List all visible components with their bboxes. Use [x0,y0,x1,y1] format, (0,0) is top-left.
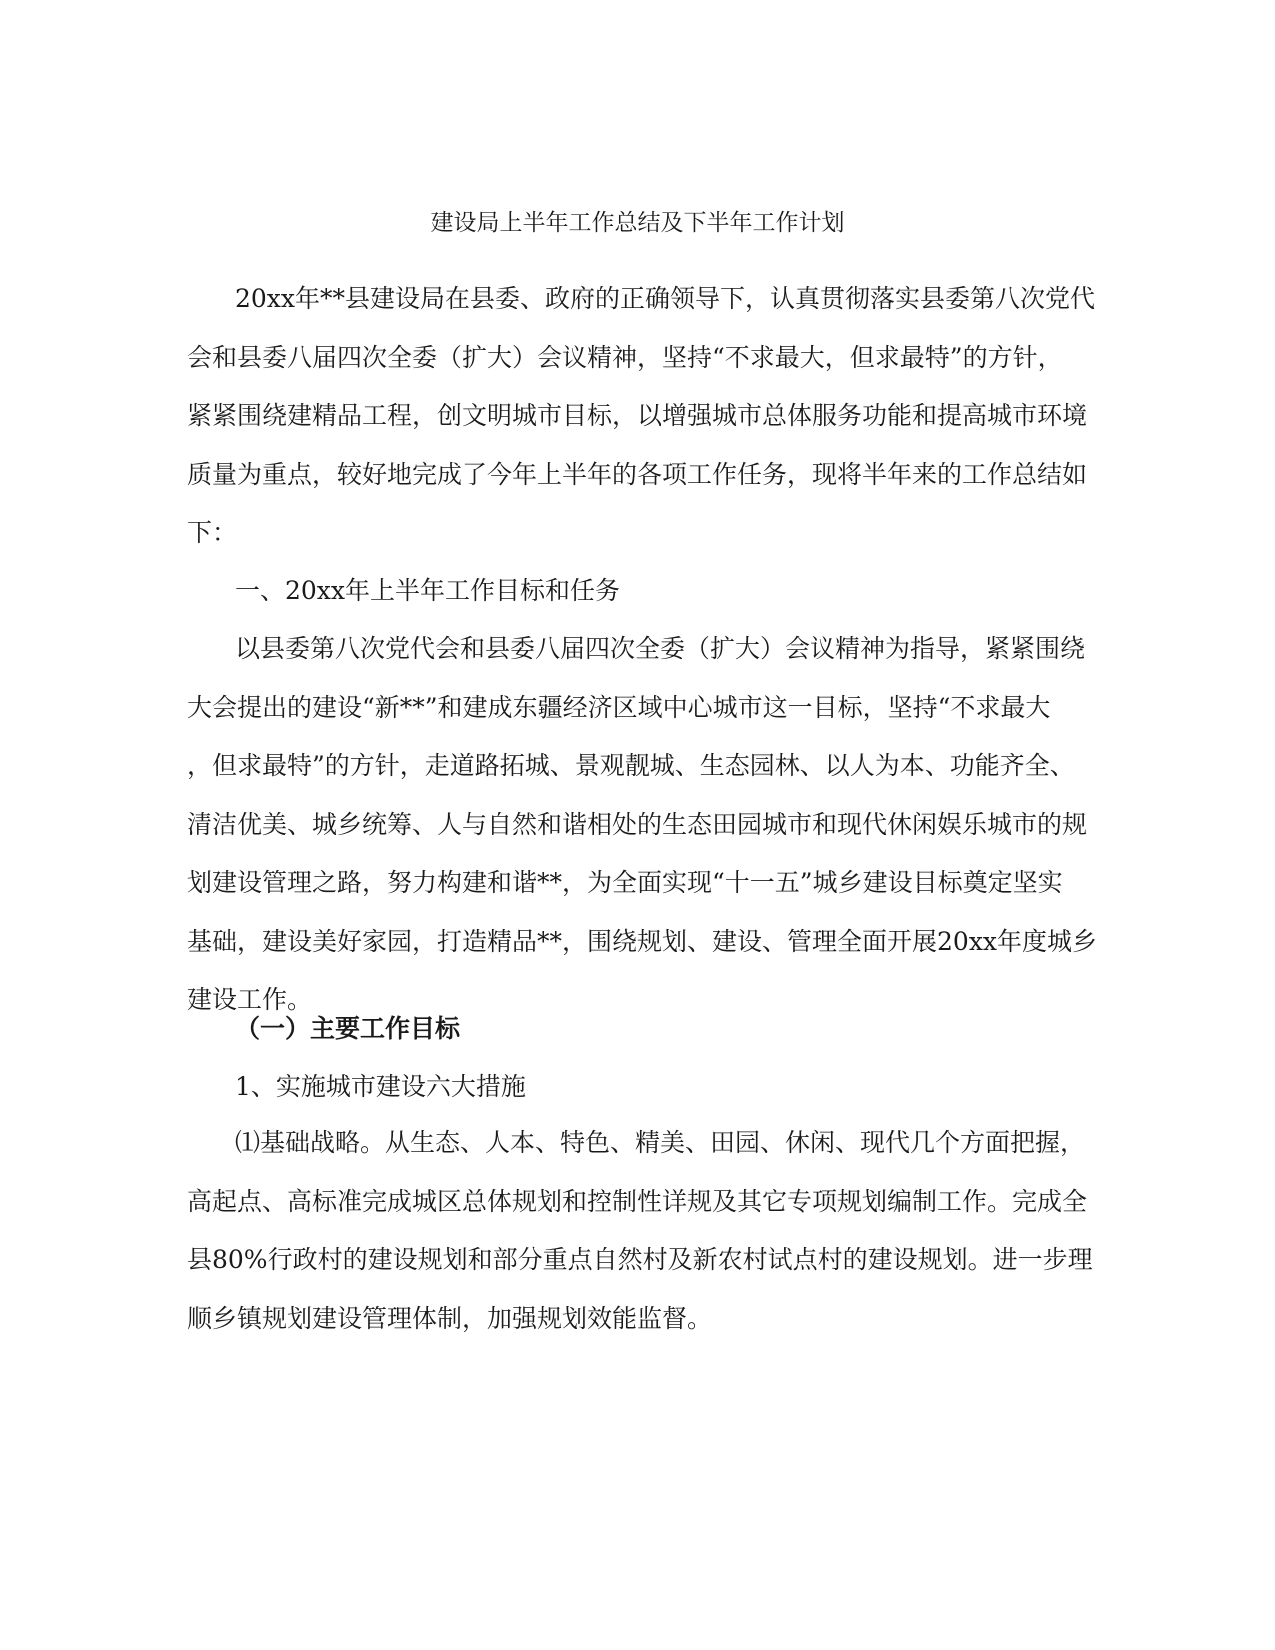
paragraph-line: 清洁优美、城乡统筹、人与自然和谐相处的生态田园城市和现代休闲娱乐城市的规 [187,809,1088,839]
paragraph-line: 大会提出的建设“新**”和建成东疆经济区域中心城市这一目标，坚持“不求最大 [187,692,1051,722]
paragraph-line: 县80%行政村的建设规划和部分重点自然村及新农村试点村的建设规划。进一步理 [187,1245,1093,1274]
paragraph-line: 顺乡镇规划建设管理体制，加强规划效能监督。 [187,1303,713,1333]
subsection-heading [187,1000,1087,1059]
paragraph-line: 质量为重点，较好地完成了今年上半年的各项工作任务，现将半年来的工作总结如 [187,459,1088,489]
section-heading-1 [187,562,1087,621]
goals-paragraph [187,620,1098,1030]
paragraph-line: 紧紧围绕建精品工程，创文明城市目标，以增强城市总体服务功能和提高城市环境 [187,401,1088,430]
item-heading [187,1058,1087,1117]
section-heading-text: 一、20xx年上半年工作目标和任务 [235,576,621,605]
paragraph-line: 高起点、高标准完成城区总体规划和控制性详规及其它专项规划编制工作。完成全 [187,1186,1088,1216]
paragraph-line: 划建设管理之路，努力构建和谐**，为全面实现“十一五”城乡建设目标奠定坚实 [187,868,1063,897]
paragraph-line: ，但求最特”的方针，走道路拓城、景观靓城、生态园林、以人为本、功能齐全、 [187,751,1075,780]
paragraph-line: 以县委第八次党代会和县委八届四次全委（扩大）会议精神为指导，紧紧围绕 [235,634,1086,663]
paragraph-line: 下： [187,518,238,547]
item-heading-text: 1、实施城市建设六大措施 [235,1072,526,1101]
paragraph-line: 基础，建设美好家园，打造精品**，围绕规划、建设、管理全面开展20xx年度城乡 [187,926,1098,956]
subsection-heading-text: （一）主要工作目标 [235,1014,461,1043]
paragraph-line: 建设工作。 [187,985,313,1014]
paragraph-line: 会和县委八届四次全委（扩大）会议精神，坚持“不求最大，但求最特”的方针， [187,342,1063,372]
document-title: 建设局上半年工作总结及下半年工作计划 [430,210,845,236]
paragraph-line: ⑴基础战略。从生态、人本、特色、精美、田园、休闲、现代几个方面把握， [235,1128,1086,1157]
strategy-paragraph [187,1114,1093,1348]
intro-paragraph [187,270,1096,563]
paragraph-line: 20xx年**县建设局在县委、政府的正确领导下，认真贯彻落实县委第八次党代 [235,284,1096,313]
